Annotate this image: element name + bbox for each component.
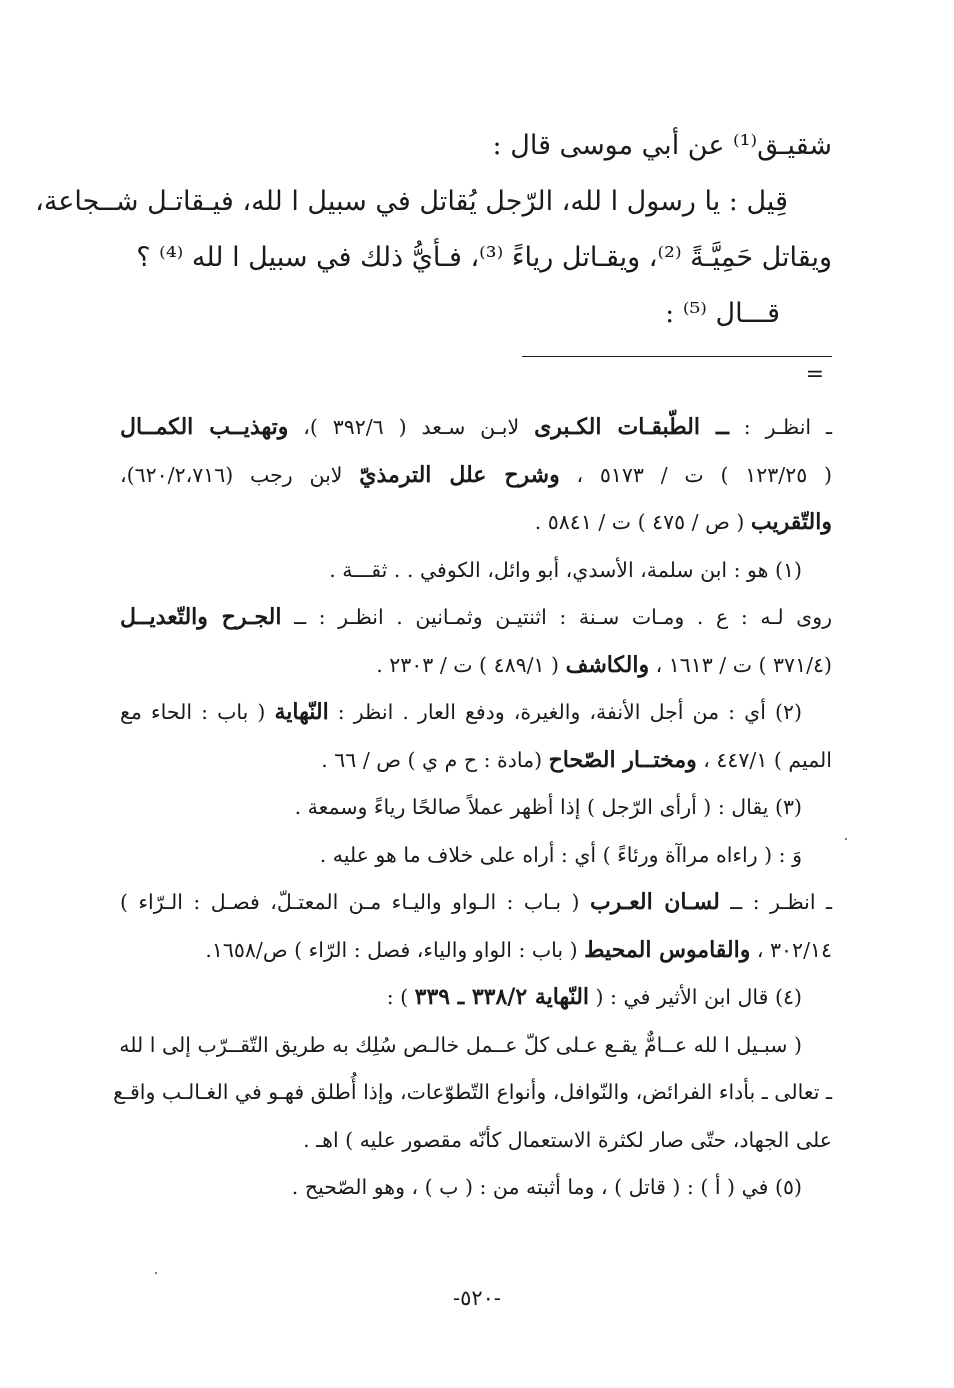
main-text-line: قِيل : يا رسول ا لله، الرّجل يُقاتل في سبيل ا لله، فيـقاتـل شــجاعة، [35,186,788,217]
footnote-text: ( ٤٨٩/١ ) ت / ٢٣٠٣ . [376,652,566,677]
footnote-reference-title: والتّقريب [750,509,832,535]
footnote-line [113,1069,832,1117]
main-text-line: ويقاتل حَمِيَّـةً ⁽²⁾، ويقـاتل رياءً ⁽³⁾، فـأيُّ ذلك في سبيل ا لله ⁽⁴⁾ ؟ [136,242,832,273]
footnote-text: ـ انظـر : ــ [719,890,832,914]
main-text-block [35,118,832,342]
footnote-line [120,832,832,880]
footnote-text: الميم ) ٤٤٧/١ ، [696,747,832,772]
footnote-text: (٥) في ( أ ) : ( قاتل ) ، وما أثبته من : ( ب ) ، وهو الصّحيح . [291,1175,802,1199]
footnote-reference-title: وتهذيــب الكمــال [120,414,289,440]
footnote-text: على الجهاد، حتّى صار لكثرة الاستعمال كأنّه مقصور عليه ) اهـ . [303,1127,832,1152]
footnote-line [120,594,832,642]
page-number: -٥٢٠- [452,1286,502,1310]
footnote-text: ( سبـيل ا لله عــامٌّ يقـع عـلى كلّ عــمل خالـص سُلِك به طريق التّقــرّب إلى ا لله [119,1032,802,1057]
continuation-mark: = [805,362,824,387]
footnotes-block [113,404,833,1212]
footnote-reference-title: ومختــار الصّحاح [548,746,697,773]
footnote-line [120,974,832,1022]
footnote-text: ( ١٢٣/٢٥ ) ت / ٥١٧٣ ، [559,462,832,487]
footnote-reference-title: والكاشف [565,651,650,678]
footnote-text: (٣٧١/٤ ) ت / ١٦١٣ ، [649,652,832,677]
footnote-line [120,547,832,595]
footnote-text: ( باب : الحاء مع [120,700,275,724]
footnote-text: ـ انظـر : [728,415,832,439]
footnote-text: (مادة : ح م ي ) ص / ٦٦ . [321,747,549,772]
footnote-separator-rule [522,356,832,357]
footnote-reference-title: النّهاية [274,699,329,725]
footnote-line [120,452,832,500]
scan-speck [845,838,847,840]
footnote-text: وَ : ( راءاه مراآة ورئاءً ) أي : أراه على خلاف ما هو عليه . [319,842,802,867]
footnote-reference-title: ــ الطّبقـات الكـبرى [534,414,729,440]
footnote-reference-title: وشرح علل الترمذيّ [359,461,560,488]
footnote-text: (٤) قال ابن الأثير في : ( [589,985,802,1009]
footnote-text: ( ص / ٤٧٥ ) ت / ٥٨٤١ . [534,510,751,534]
footnote-line [120,1022,832,1070]
footnote-line [120,1117,832,1165]
footnote-reference-title: الجـرح والتّعديــل [120,604,282,630]
footnote-text: ( بـاب : الـواو واليـاء مـن المعتـلّ، فصـل : الـرّاء ) [120,890,590,914]
footnote-text: (٢) أي : من أجل الأنفة، والغيرة، ودفع العار . انظر : [328,700,802,724]
footnote-line [120,499,832,547]
footnote-line [120,1164,832,1212]
footnote-text: ) : [386,985,415,1009]
footnote-text: لابن رجب (٦٢٠/٢،٧١٦)، [120,462,360,487]
footnote-line [120,737,832,785]
footnote-text: ٣٠٢/١٤ ، [750,937,832,962]
footnote-line [120,642,832,690]
footnote-reference-title: النّهاية ٣٣٨/٢ ـ ٣٣٩ [414,984,590,1010]
footnote-text: (٣) يقال : ( أرأى الرّجل ) إذا أظهر عملاً صالحًا رياءً وسمعة . [294,795,802,819]
footnote-text: ـ تعالى ـ بأداء الفرائض، والنّوافل، وأنواع التّطوّعات، وإذا أُطلق فهـو في الغـالـب واقـع [113,1080,832,1104]
main-text-line: قـــال ⁽⁵⁾ : [665,298,780,329]
footnote-line [120,784,832,832]
footnote-text: ( باب : الواو والياء، فصل : الرّاء ) ص/١٦٥٨. [205,937,585,962]
footnote-text: لابـن سـعد ( ٣٩٢/٦ )، [288,415,535,439]
footnote-text: (١) هو : ابن سلمة، الأسدي، أبو وائل، الكوفي . . ثقـــة . [329,557,802,582]
scan-speck [155,1272,157,1274]
footnote-line [120,689,832,737]
footnote-reference-title: والقاموس المحيط [584,936,751,963]
footnote-reference-title: لسـان العـرب [589,889,720,915]
footnote-line [120,879,832,927]
footnote-line [120,404,832,452]
footnote-text: روى لـه : ع . ومـات سـنة : اثنتيـن وثمـانين . انظـر : ــ [281,605,833,629]
main-text-line: شقيـق⁽¹⁾ عن أبي موسى قال : [492,130,832,161]
footnote-line [120,927,832,975]
